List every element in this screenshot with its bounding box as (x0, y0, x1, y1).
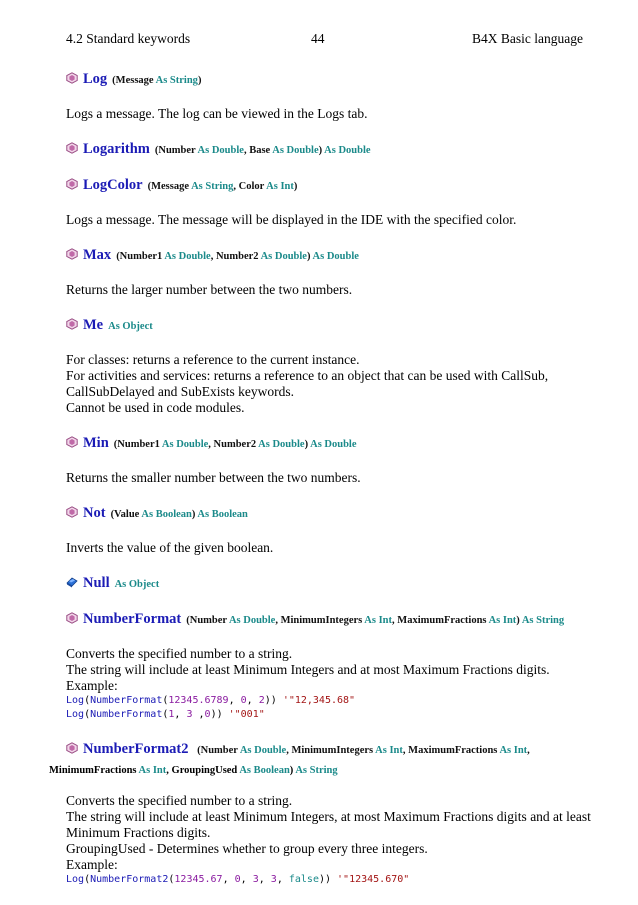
entry-min-description: Returns the smaller number between the two numbers. (66, 470, 361, 485)
entry-logarithm (66, 140, 586, 160)
entry-me-description: For classes: returns a reference to the current instance. For activities and services: returns a reference to an object that can be used with CallSub, CallSubDelayed and SubExists keywords. Cannot be used in code modules. (66, 352, 549, 415)
entry-min (66, 434, 586, 454)
signature: (Number As Double, Base As Double) As Double (154, 145, 371, 156)
signature: (Number As Double, MinimumIntegers As Int, MaximumFractions As Int) As String (186, 615, 565, 626)
entry-null (66, 574, 586, 594)
entry-numberformat-description: Converts the specified number to a string. The string will include at least Minimum Integers and at most Maximum Fractions digits. Example: Log(NumberFormat(12345.6789, 0, 2)) '"12,345.68" Log(NumberFormat(1, 3 ,0)) '"001" (66, 646, 586, 722)
keyword-name: NumberFormat2 (83, 741, 189, 757)
signature: (Message As String, Color As Int) (147, 181, 298, 192)
keyword-name: Null (83, 575, 110, 591)
method-icon (66, 436, 78, 448)
entry-numberformat2-description: Converts the specified number to a string. The string will include at least Minimum Integers, at most Maximum Fractions digits and at least Minimum Fractions digits. GroupingUsed - Determines whether to group every three integers. Example: Log(NumberFormat2(12345.67, 0, 3, 3, false)) '"12345.670" (66, 793, 591, 885)
method-icon (66, 742, 78, 754)
signature: (Value As Boolean) As Boolean (110, 509, 248, 520)
keyword-name: Not (83, 505, 106, 521)
header-page-number: 44 (311, 31, 325, 46)
constant-icon (66, 576, 78, 588)
keyword-name: Me (83, 317, 104, 333)
entry-me (66, 316, 586, 336)
keyword-name: Min (83, 435, 109, 451)
keyword-name: Logarithm (83, 141, 150, 157)
signature: As Object (108, 321, 153, 332)
method-icon (66, 142, 78, 154)
entry-not-description: Inverts the value of the given boolean. (66, 540, 274, 555)
entry-numberformat2 (66, 740, 586, 760)
code-example: Log(NumberFormat(1, 3 ,0)) '"001" (66, 709, 265, 720)
entry-numberformat (66, 610, 586, 630)
signature: (Number1 As Double, Number2 As Double) As Double (113, 439, 357, 450)
signature: (Message As String) (112, 75, 202, 86)
keyword-name: Max (83, 247, 112, 263)
code-example: Log(NumberFormat(12345.6789, 0, 2)) '"12,345.68" (66, 695, 356, 706)
entry-logcolor (66, 176, 586, 196)
method-icon (66, 318, 78, 330)
keyword-name: Log (83, 71, 108, 87)
entry-max-description: Returns the larger number between the two numbers. (66, 282, 353, 297)
code-example: Log(NumberFormat2(12345.67, 0, 3, 3, false)) '"12345.670" (66, 874, 410, 885)
signature-continuation: MinimumFractions As Int, GroupingUsed As Boolean) As String (49, 765, 338, 776)
signature: (Number1 As Double, Number2 As Double) As Double (116, 251, 359, 262)
entry-logcolor-description: Logs a message. The message will be displayed in the IDE with the specified color. (66, 212, 517, 227)
method-icon (66, 506, 78, 518)
signature: As Object (114, 579, 160, 590)
page-header (66, 29, 583, 49)
method-icon (66, 178, 78, 190)
signature: (Number As Double, MinimumIntegers As Int, MaximumFractions As Int, (197, 745, 530, 756)
keyword-name: NumberFormat (83, 611, 182, 627)
header-book-title: B4X Basic language (472, 31, 583, 46)
entry-log-description: Logs a message. The log can be viewed in the Logs tab. (66, 106, 368, 121)
method-icon (66, 72, 78, 84)
method-icon (66, 248, 78, 260)
entry-not (66, 504, 586, 524)
page-content (49, 70, 591, 905)
entry-log (66, 70, 586, 90)
method-icon (66, 612, 78, 624)
keyword-name: LogColor (83, 177, 143, 193)
header-section-title: 4.2 Standard keywords (66, 31, 191, 46)
entry-max (66, 246, 586, 266)
